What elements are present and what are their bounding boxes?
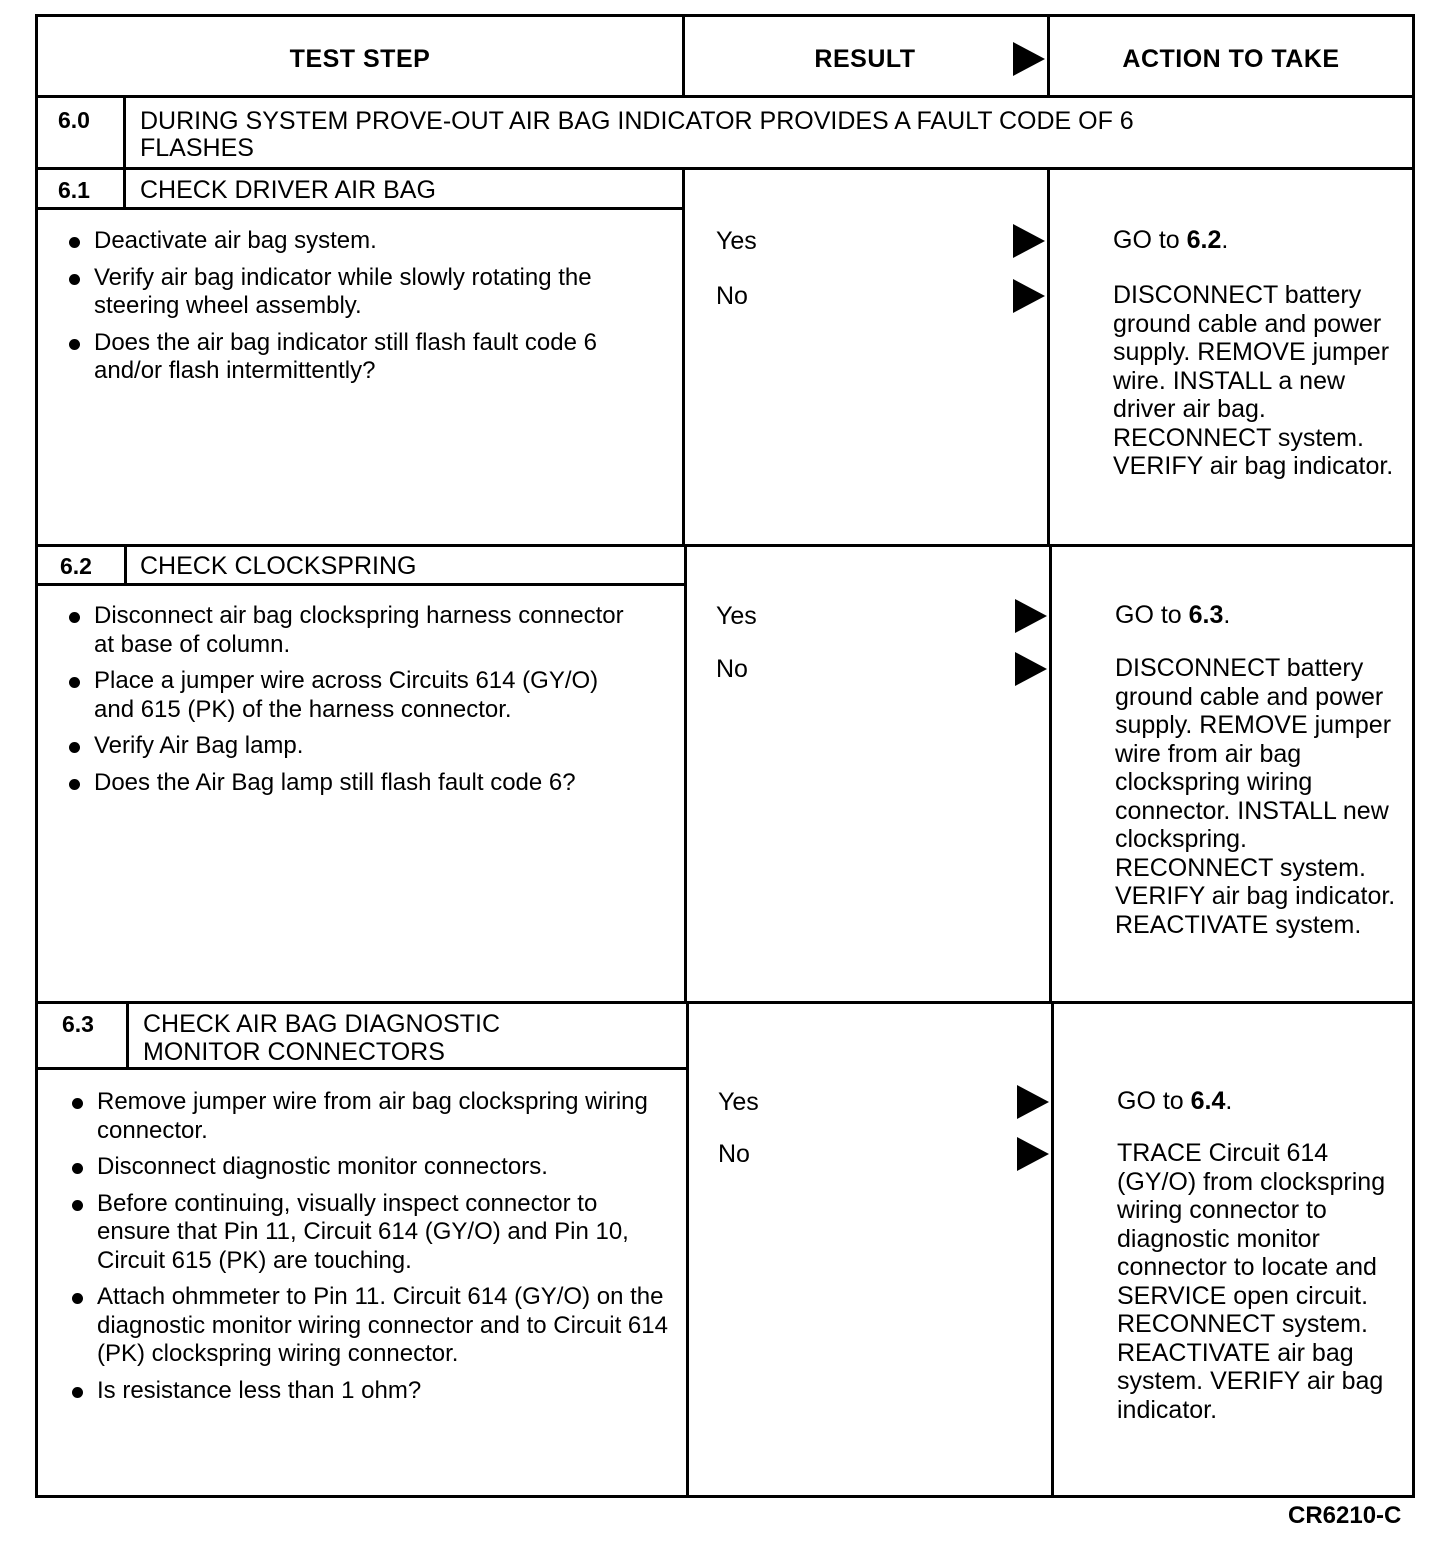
step-6-0-title-line2: FLASHES [140, 134, 254, 162]
step-6-2-bullet: Disconnect air bag clockspring harness connector at base of column. [62, 602, 642, 659]
header-bottom-line [35, 95, 1415, 98]
step-6-0-number-divider [123, 96, 126, 168]
step-6-3-bullet: Before continuing, visually inspect connector to ensure that Pin 11, Circuit 614 (GY/O) and Pin 10, Circuit 615 (PK) are touching. [65, 1190, 677, 1276]
step-6-3-col-divider-2 [1051, 1002, 1054, 1496]
step-6-3-number: 6.3 [62, 1011, 94, 1037]
step-6-1-col-divider-2 [1047, 168, 1050, 546]
step-6-3-no-action: TRACE Circuit 614 (GY/O) from clockspring wiring connector to diagnostic monitor connector to locate and SERVICE open circuit. RECONNECT system. REACTIVATE air bag system. VERIFY air bag indicator. [1117, 1139, 1386, 1424]
step-6-1-no-arrow-icon [1013, 279, 1045, 313]
step-6-2-yes: Yes [716, 602, 757, 630]
step-6-0-bottom-line [35, 167, 1415, 170]
step-6-3-title-line2: MONITOR CONNECTORS [143, 1038, 445, 1066]
step-6-1-bullet: Does the air bag indicator still flash fault code 6 and/or flash intermittently? [62, 329, 662, 386]
step-6-1-bottom-line [35, 544, 1415, 547]
step-6-1-yes: Yes [716, 227, 757, 255]
yes-action-prefix: GO to [1115, 601, 1189, 629]
step-6-2-bullet: Verify Air Bag lamp. [62, 732, 642, 761]
step-6-2-bullet: Place a jumper wire across Circuits 614 (GY/O) and 615 (PK) of the harness connector. [62, 667, 642, 724]
step-6-1-bullet: Deactivate air bag system. [62, 227, 662, 256]
step-6-3-yes-arrow-icon [1017, 1085, 1049, 1119]
step-6-3-bullet: Attach ohmmeter to Pin 11. Circuit 614 (GY/O) on the diagnostic monitor wiring connector and to Circuit 614 (PK) clockspring wiring connector. [65, 1283, 677, 1369]
step-6-3-number-divider [126, 1002, 129, 1070]
step-6-3-yes: Yes [718, 1088, 759, 1116]
step-6-3-no-arrow-icon [1017, 1137, 1049, 1171]
step-6-1-title: CHECK DRIVER AIR BAG [140, 176, 436, 204]
header-action: ACTION TO TAKE [1122, 45, 1340, 73]
step-6-2-title-underline [35, 583, 685, 586]
step-6-3-title-underline [35, 1067, 687, 1070]
step-6-1-no-action: DISCONNECT battery ground cable and power supply. REMOVE jumper wire. INSTALL a new driver air bag. RECONNECT system. VERIFY air bag indicator. [1113, 281, 1394, 480]
step-6-2-bottom-line [35, 1001, 1415, 1004]
yes-action-suffix: . [1221, 226, 1229, 254]
step-6-2-number: 6.2 [60, 553, 92, 579]
step-6-2-col-divider-2 [1049, 545, 1052, 1003]
step-6-1-bullet: Verify air bag indicator while slowly rotating the steering wheel assembly. [62, 264, 662, 321]
header-test-step: TEST STEP [289, 45, 431, 73]
yes-action-prefix: GO to [1113, 226, 1187, 254]
step-6-3-bullets [65, 1088, 677, 1413]
yes-action-suffix: . [1225, 1087, 1233, 1115]
step-6-2-bullets [62, 602, 642, 805]
figure-id: CR6210-C [1288, 1502, 1402, 1529]
step-6-3-title-line1: CHECK AIR BAG DIAGNOSTIC [143, 1010, 501, 1038]
header-arrow-icon [1013, 42, 1045, 76]
step-6-2-no-action: DISCONNECT battery ground cable and power supply. REMOVE jumper wire from air bag clockspring wiring connector. INSTALL new clockspring. RECONNECT system. VERIFY air bag indicator. REACTIVATE system. [1115, 654, 1396, 939]
step-6-2-no: No [716, 655, 748, 683]
step-6-2-title: CHECK CLOCKSPRING [140, 552, 417, 580]
step-6-1-yes-action [1113, 226, 1413, 255]
step-6-2-yes-action [1115, 601, 1415, 630]
step-6-1-number-divider [123, 168, 126, 210]
step-6-0-title-line1: DURING SYSTEM PROVE-OUT AIR BAG INDICATOR PROVIDES A FAULT CODE OF 6 [140, 107, 1134, 135]
yes-action-prefix: GO to [1117, 1087, 1191, 1115]
step-6-2-yes-arrow-icon [1015, 599, 1047, 633]
step-6-1-title-underline [35, 207, 683, 210]
step-6-3-no: No [718, 1140, 750, 1168]
step-6-1-no: No [716, 282, 748, 310]
step-6-2-col-divider-1 [684, 545, 687, 1003]
yes-action-ref: 6.4 [1190, 1087, 1226, 1115]
yes-action-ref: 6.2 [1186, 226, 1222, 254]
step-6-3-bullet: Remove jumper wire from air bag clockspring wiring connector. [65, 1088, 677, 1145]
step-6-1-col-divider-1 [682, 168, 685, 546]
header-result: RESULT [814, 45, 916, 73]
step-6-3-bullet: Disconnect diagnostic monitor connectors. [65, 1153, 677, 1182]
step-6-1-number: 6.1 [58, 177, 90, 203]
step-6-3-col-divider-1 [686, 1002, 689, 1496]
step-6-3-bullet: Is resistance less than 1 ohm? [65, 1377, 677, 1406]
yes-action-ref: 6.3 [1188, 601, 1224, 629]
step-6-2-number-divider [124, 545, 127, 586]
step-6-1-bullets [62, 227, 662, 394]
step-6-0-number: 6.0 [58, 107, 90, 133]
step-6-3-yes-action [1117, 1087, 1417, 1116]
yes-action-suffix: . [1223, 601, 1231, 629]
step-6-2-bullet: Does the Air Bag lamp still flash fault code 6? [62, 769, 642, 798]
step-6-1-yes-arrow-icon [1013, 224, 1045, 258]
step-6-2-no-arrow-icon [1015, 652, 1047, 686]
